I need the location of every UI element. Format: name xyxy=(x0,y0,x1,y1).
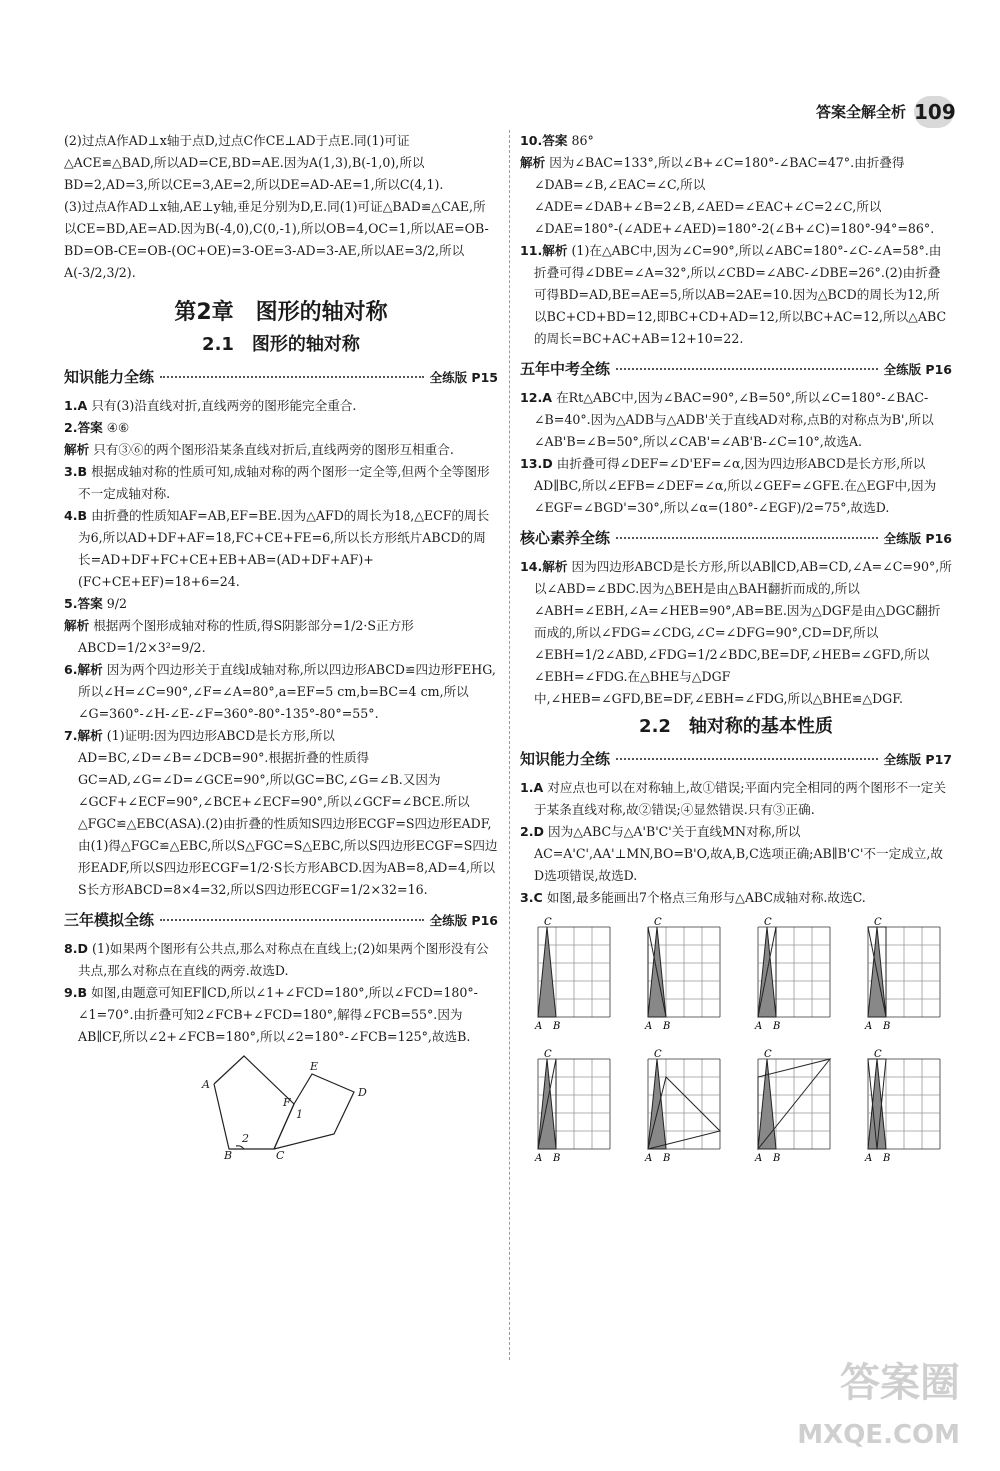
answer-item xyxy=(64,938,498,982)
triangle-abc xyxy=(648,1059,666,1149)
answer-number: 12.A xyxy=(520,390,553,405)
section-header-title: 核心素养全练 xyxy=(520,529,611,547)
grid-label-a: A xyxy=(755,1021,763,1032)
answer-number: 9.B xyxy=(64,985,88,1000)
answer-number: 解析 xyxy=(64,442,90,457)
answer-item xyxy=(64,659,498,725)
watermark-url: MXQE.COM xyxy=(797,1420,960,1450)
grid-label-c: C xyxy=(654,1049,662,1060)
answer-text: 因为∠BAC=133°,所以∠B+∠C=180°-∠BAC=47°.由折叠得∠DAB=∠B,∠EAC=∠C,所以∠ADE=∠DAB+∠B=2∠B,∠AED=∠EAC+∠C=2∠C,所以∠DAE=180°-(∠ADE+∠AED)=180°-2(∠B+∠C)=180°-94°=86°. xyxy=(534,155,935,236)
section-header-five-year xyxy=(520,358,952,381)
answer-item xyxy=(520,556,952,710)
answer-item xyxy=(64,725,498,901)
page-header xyxy=(816,96,954,128)
section-header-title: 知识能力全练 xyxy=(64,368,155,386)
answer-text: 对应点也可以在对称轴上,故①错误;平面内完全相同的两个图形不一定关于某条直线对称,故②错误;④显然错误.只有③正确. xyxy=(534,780,946,817)
answer-item xyxy=(64,505,498,593)
answer-number: 4.B xyxy=(64,508,88,523)
answer-number: 13.D xyxy=(520,456,553,471)
grid-label-a: A xyxy=(535,1021,543,1032)
grid-label-b: B xyxy=(553,1153,561,1164)
grid-label-b: B xyxy=(883,1153,891,1164)
grid-label-c: C xyxy=(764,917,772,928)
answer-text: ④⑥ xyxy=(106,420,130,435)
grid-triangle-figures xyxy=(528,915,952,1165)
fold-label-f: F xyxy=(283,1096,291,1109)
grid-label-b: B xyxy=(663,1153,671,1164)
answer-number: 2.答案 xyxy=(64,420,103,435)
answer-text: (1)在△ABC中,因为∠C=90°,所以∠ABC=180°-∠C-∠A=58°.由折叠可得∠DBE=∠A=32°,所以∠CBD=∠ABC-∠DBE=26°.(2)由折叠可得BD=AD,BE=AE=5,所以AB=2AE=10.因为△BCD的周长为12,所以BC+CD+BD=12,即BC+CD+AD=12,所以BC+AC=12,所以△ABC的周长=BC+AC+AB=12+10=22. xyxy=(534,243,947,346)
answer-item xyxy=(520,387,952,453)
answer-item xyxy=(64,439,498,461)
dot-leader xyxy=(160,919,424,921)
answer-item xyxy=(64,395,498,417)
answer-text: 如图,由题意可知EF∥CD,所以∠1+∠FCD=180°,所以∠FCD=180°-∠1=70°.由折叠可知2∠FCB+∠FCD=180°,解得∠FCB=55°.因为AB∥CF,所以∠2+∠FCB=180°,所以∠2=180°-∠FCB=125°,故选B. xyxy=(78,985,478,1044)
section-header-ref: 全练版 P16 xyxy=(429,913,498,928)
grid-label-c: C xyxy=(874,917,882,928)
answer-item xyxy=(64,593,498,615)
answer-text: 因为两个四边形关于直线l成轴对称,所以四边形ABCD≌四边形FEHG,所以∠H=∠C=90°,∠F=∠A=80°,a=EF=5 cm,b=BC=4 cm,所以∠G=360°-∠H-∠E-∠F=360°-80°-135°-80°=55°. xyxy=(78,662,496,721)
answer-list-4 xyxy=(520,387,952,519)
grid-figure-7 xyxy=(748,1047,844,1165)
page-number: 109 xyxy=(914,96,954,128)
section-header-title: 三年模拟全练 xyxy=(64,911,155,929)
grid-label-b: B xyxy=(883,1021,891,1032)
section-header-core xyxy=(520,527,952,550)
grid-label-a: A xyxy=(865,1021,873,1032)
answer-text: 如图,最多能画出7个格点三角形与△ABC成轴对称.故选C. xyxy=(546,890,866,905)
section-header-title: 五年中考全练 xyxy=(520,360,611,378)
section-header-ref: 全练版 P16 xyxy=(883,531,952,546)
dot-leader xyxy=(160,376,424,378)
answer-list-1 xyxy=(64,395,498,901)
watermark-logo: 答案圈 xyxy=(840,1360,960,1406)
grid-figure-2 xyxy=(638,915,734,1033)
grid-label-b: B xyxy=(553,1021,561,1032)
answer-text: (1)如果两个图形有公共点,那么对称点在直线上;(2)如果两个图形没有公共点,那么对称点在直线的两旁.故选D. xyxy=(78,941,489,978)
dot-leader xyxy=(616,537,878,539)
answer-item xyxy=(64,615,498,659)
answer-item xyxy=(520,240,952,350)
answer-list-6 xyxy=(520,777,952,909)
grid-figure-5 xyxy=(528,1047,624,1165)
fold-label-d: D xyxy=(358,1086,367,1099)
grid-label-c: C xyxy=(764,1049,772,1060)
dot-leader xyxy=(616,368,878,370)
grid-label-c: C xyxy=(874,1049,882,1060)
answer-text: 根据成轴对称的性质可知,成轴对称的两个图形一定全等,但两个全等图形不一定成轴对称. xyxy=(78,464,490,501)
grid-label-a: A xyxy=(865,1153,873,1164)
answer-number: 3.B xyxy=(64,464,88,479)
answer-item xyxy=(520,777,952,821)
grid-label-b: B xyxy=(773,1153,781,1164)
fold-label-2: 2 xyxy=(242,1132,249,1145)
grid-label-c: C xyxy=(544,917,552,928)
grid-label-c: C xyxy=(654,917,662,928)
column-divider xyxy=(509,130,510,1360)
answer-number: 1.A xyxy=(64,398,88,413)
fold-figure xyxy=(194,1054,374,1159)
grid-figure-1 xyxy=(528,915,624,1033)
answer-text: 9/2 xyxy=(106,596,128,611)
answer-item xyxy=(520,453,952,519)
answer-text: 只有③⑥的两个图形沿某条直线对折后,直线两旁的图形互相重合. xyxy=(93,442,454,457)
answer-number: 10.答案 xyxy=(520,133,568,148)
triangle-abc xyxy=(538,927,556,1017)
answer-number: 2.D xyxy=(520,824,545,839)
grid-label-b: B xyxy=(773,1021,781,1032)
answer-item xyxy=(64,417,498,439)
fold-label-e: E xyxy=(310,1060,319,1073)
answer-text: 根据两个图形成轴对称的性质,得S阴影部分=1/2·S正方形ABCD=1/2×3²=9/2. xyxy=(78,618,414,655)
answer-number: 解析 xyxy=(64,618,90,633)
answer-number: 5.答案 xyxy=(64,596,103,611)
dot-leader xyxy=(616,758,878,760)
section-header-knowledge-2 xyxy=(520,748,952,771)
answer-item xyxy=(520,887,952,909)
grid-label-a: A xyxy=(535,1153,543,1164)
grid-label-c: C xyxy=(544,1049,552,1060)
header-title: 答案全解全析 xyxy=(815,103,906,121)
answer-text: 在Rt△ABC中,因为∠BAC=90°,∠B=50°,所以∠C=180°-∠BAC-∠B=40°.因为△ADB与△ADB'关于直线AD对称,点B的对称点为B',所以∠AB'B=∠B=50°,所以∠CAB'=∠AB'B-∠C=10°,故选A. xyxy=(534,390,934,449)
answer-number: 14.解析 xyxy=(520,559,568,574)
answer-text: 因为△ABC与△A'B'C'关于直线MN对称,所以AC=A'C',AA'⊥MN,BO=B'O,故A,B,C选项正确;AB∥B'C'不一定成立,故D选项错误,故选D. xyxy=(534,824,943,883)
answer-text: 86° xyxy=(571,133,594,148)
section-header-ref: 全练版 P17 xyxy=(883,752,952,767)
answer-number: 11.解析 xyxy=(520,243,568,258)
answer-item xyxy=(64,982,498,1048)
grid-figure-4 xyxy=(858,915,954,1033)
triangle-abc xyxy=(868,1059,886,1149)
section-header-knowledge xyxy=(64,366,498,389)
answer-number: 7.解析 xyxy=(64,728,103,743)
answer-text: 由折叠的性质知AF=AB,EF=BE.因为△AFD的周长为18,△ECF的周长为6,所以AD+DF+AF=18,FC+CE+FE=6,所以长方形纸片ABCD的周长=AD+DF+FC+CE+EB+AB=(AD+DF+AF)+(FC+CE+EF)=18+6=24. xyxy=(78,508,490,589)
answer-number: 解析 xyxy=(520,155,546,170)
fold-label-c: C xyxy=(276,1149,285,1159)
section-title-2-2: 2.2 轴对称的基本性质 xyxy=(639,716,833,737)
grid-label-a: A xyxy=(645,1153,653,1164)
grid-label-a: A xyxy=(755,1153,763,1164)
intro-paragraph-3: (3)过点A作AD⊥x轴,AE⊥y轴,垂足分别为D,E.同(1)可证△BAD≌△CAE,所以CE=BD,AE=AD.因为B(-4,0),C(0,-1),所以OB=4,OC=1,所以AE=OB-BD=OB-CE=OB-(OC+OE)=3-OE=3-AD=3-AE,所以AE=3/2,所以A(-3/2,3/2). xyxy=(64,199,489,280)
answer-list-5 xyxy=(520,556,952,710)
answer-item xyxy=(520,821,952,887)
chapter-title: 第2章 图形的轴对称 xyxy=(174,300,388,325)
answer-number: 6.解析 xyxy=(64,662,103,677)
left-column xyxy=(64,130,498,1166)
answer-item xyxy=(520,152,952,240)
grid-label-b: B xyxy=(663,1021,671,1032)
triangle-abc xyxy=(758,1059,776,1149)
grid-figure-8 xyxy=(858,1047,954,1165)
fold-label-1: 1 xyxy=(296,1108,303,1121)
answer-number: 3.C xyxy=(520,890,543,905)
answer-list-2 xyxy=(64,938,498,1048)
answer-item xyxy=(64,461,498,505)
grid-label-a: A xyxy=(645,1021,653,1032)
fold-label-a: A xyxy=(202,1078,210,1091)
intro-paragraph-2: (2)过点A作AD⊥x轴于点D,过点C作CE⊥AD于点E.同(1)可证△ACE≌△BAD,所以AD=CE,BD=AE.因为A(1,3),B(-1,0),所以BD=2,AD=3,所以CE=3,AE=2,所以DE=AD-AE=1,所以C(4,1). xyxy=(64,133,444,192)
answer-item xyxy=(520,130,952,152)
grid-figure-3 xyxy=(748,915,844,1033)
section-header-ref: 全练版 P16 xyxy=(883,362,952,377)
answer-text: 因为四边形ABCD是长方形,所以AB∥CD,AB=CD,∠A=∠C=90°,所以∠ABD=∠BDC.因为△BEH是由△BAH翻折而成的,所以∠ABH=∠EBH,∠A=∠HEB=90°,AB=BE.因为△DGF是由△DGC翻折而成的,所以∠FDG=∠CDG,∠C=∠DFG=90°,CD=DF,所以∠EBH=1/2∠ABD,∠FDG=1/2∠BDC,BE=DF,∠HEB=∠GFD,所以∠EBH=∠FDG.在△BHE与△DGF中,∠HEB=∠GFD,BE=DF,∠EBH=∠FDG,所以△BHE≌△DGF. xyxy=(534,559,952,706)
section-header-three-year xyxy=(64,909,498,932)
answer-list-3 xyxy=(520,130,952,350)
grid-figure-6 xyxy=(638,1047,734,1165)
section-title: 2.1 图形的轴对称 xyxy=(202,334,360,355)
answer-text: 只有(3)沿直线对折,直线两旁的图形能完全重合. xyxy=(91,398,357,413)
section-header-ref: 全练版 P15 xyxy=(429,370,498,385)
answer-text: 由折叠可得∠DEF=∠D'EF=∠α,因为四边形ABCD是长方形,所以AD∥BC,所以∠EFB=∠DEF=∠α,所以∠GEF=∠GFE.在△EGF中,因为∠EGF=∠BGD'=30°,所以∠α=(180°-∠EGF)/2=75°,故选D. xyxy=(534,456,937,515)
answer-number: 1.A xyxy=(520,780,544,795)
fold-label-b: B xyxy=(224,1149,233,1159)
answer-text: (1)证明:因为四边形ABCD是长方形,所以AD=BC,∠D=∠B=∠DCB=90°.根据折叠的性质得GC=AD,∠G=∠D=∠GCE=90°,所以GC=BC,∠G=∠B.又因为∠GCF+∠ECF=90°,∠BCE+∠ECF=90°,所以∠GCF=∠BCE.所以△FGC≌△EBC(ASA).(2)由折叠的性质知S四边形ECGF=S四边形EADF,由(1)得△FGC≌△EBC,所以S△FGC=S△EBC,所以S四边形ECGF=S四边形EADF,所以S四边形ECGF=1/2·S长方形ABCD.因为AB=8,AD=4,所以S长方形ABCD=8×4=32,所以S四边形ECGF=1/2×32=16. xyxy=(78,728,498,897)
answer-number: 8.D xyxy=(64,941,89,956)
right-column xyxy=(520,130,952,1165)
section-header-title: 知识能力全练 xyxy=(520,750,611,768)
